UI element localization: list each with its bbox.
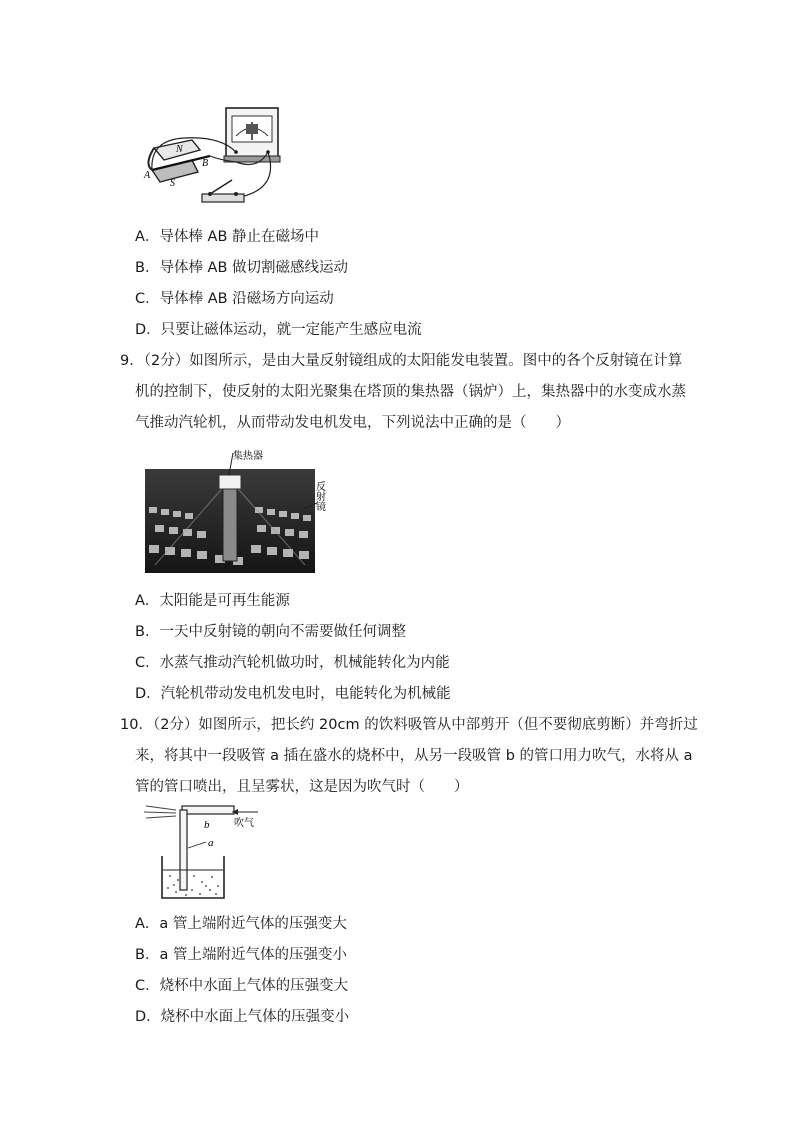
spray-mist <box>144 806 176 818</box>
q9-option-b: B．一天中反射镜的朝向不需要做任何调整 <box>135 624 406 640</box>
q8-option-b: B．导体棒 AB 做切割磁感线运动 <box>135 260 349 276</box>
label-blow: 吹气 <box>234 818 254 829</box>
q9-option-c: C．水蒸气推动汽轮机做功时，机械能转化为内能 <box>135 655 450 671</box>
beaker <box>162 856 224 898</box>
label-reflector: 反射镜 <box>313 481 325 511</box>
q9-option-d: D．汽轮机带动发电机发电时，电能转化为机械能 <box>135 686 451 702</box>
q9-text-line-3: 气推动汽轮机，从而带动发电机发电，下列说法中正确的是（ ） <box>135 415 570 431</box>
q10-option-b: B．a 管上端附近气体的压强变小 <box>135 947 347 963</box>
label-a: A <box>144 170 151 181</box>
q9-option-a: A．太阳能是可再生能源 <box>135 593 290 609</box>
q10-option-c: C．烧杯中水面上气体的压强变大 <box>135 978 349 994</box>
straw-b <box>182 806 234 814</box>
label-a: a <box>208 837 214 849</box>
solar-tower-figure <box>145 447 345 573</box>
q10-text-line-3: 管的管口喷出，且呈雾状，这是因为吹气时（ ） <box>135 779 469 795</box>
water-dots <box>167 875 219 896</box>
q8-option-c: C．导体棒 AB 沿磁场方向运动 <box>135 291 334 307</box>
straw-beaker-figure <box>140 800 270 902</box>
label-heat-collector: 集热器 <box>233 451 263 462</box>
induction-apparatus-figure <box>140 100 300 212</box>
heat-collector <box>219 475 241 489</box>
q10-option-d: D．烧杯中水面上气体的压强变小 <box>135 1009 350 1025</box>
label-b: b <box>204 819 210 831</box>
q10-text-line-1: 10．（2分）如图所示，把长约 20cm 的饮料吸管从中部剪开（但不要彻底剪断）并弯折过 <box>120 717 698 733</box>
label-s: S <box>170 178 175 189</box>
q9-text-line-1: 9．（2分）如图所示，是由大量反射镜组成的太阳能发电装置。图中的各个反射镜在计算 <box>120 353 683 369</box>
q10-option-a: A．a 管上端附近气体的压强变大 <box>135 916 347 932</box>
label-b: B <box>202 158 209 169</box>
label-n: N <box>176 144 183 155</box>
tower <box>223 487 237 561</box>
q8-option-a: A．导体棒 AB 静止在磁场中 <box>135 229 320 245</box>
q10-text-line-2: 来，将其中一段吸管 a 插在盛水的烧杯中，从另一段吸管 b 的管口用力吹气，水将从 a <box>135 748 693 764</box>
q9-text-line-2: 机的控制下，使反射的太阳光聚集在塔顶的集热器（锅炉）上，集热器中的水变成水蒸 <box>135 384 686 400</box>
q8-option-d: D．只要让磁体运动，就一定能产生感应电流 <box>135 322 422 338</box>
straw-a <box>180 810 187 890</box>
switch <box>202 194 244 202</box>
